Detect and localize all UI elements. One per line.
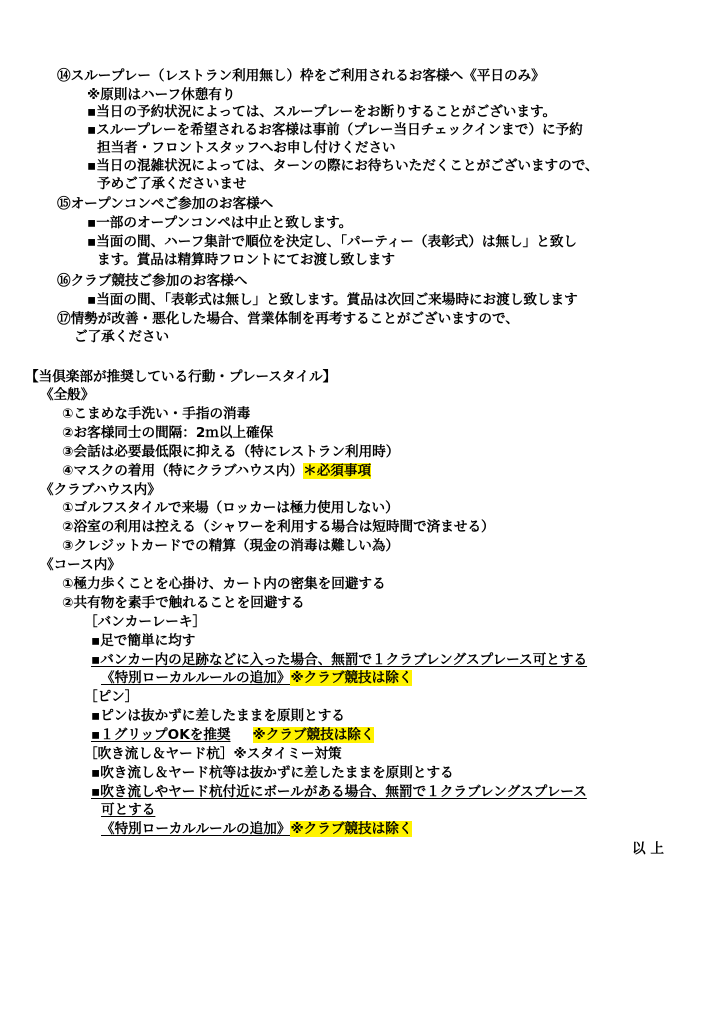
stake-bullet-2-cont: 可とする <box>101 802 156 818</box>
rec-heading: 【当倶楽部が推奨している行動・プレースタイル】 <box>25 369 337 385</box>
local-rule-text: 《特別ローカルルールの追加》 <box>101 821 291 837</box>
stake-rule-line <box>101 820 412 838</box>
s17-text-cont: ご了承ください <box>74 329 170 345</box>
pin-bullet-1: ▪ピンは抜かずに差したままを原則とする <box>91 708 345 724</box>
club-competition-exception: ※クラブ競技は除く <box>290 821 413 837</box>
general-title: 《全般》 <box>40 387 95 403</box>
s14-bullet-3-cont: 予めご了承くださいませ <box>97 176 247 192</box>
s15-bullet-1: ▪一部のオープンコンペは中止と致します。 <box>87 215 353 231</box>
s15-title: ⑮オープンコンペご参加のお客様へ <box>57 196 274 212</box>
pin-bullet-2 <box>91 726 374 744</box>
clubhouse-item-2: ②浴室の利用は控える（シャワーを利用する場合は短時間で済ませる） <box>62 519 495 535</box>
s14-note: ※原則はハーフ休憩有り <box>87 87 236 103</box>
course-title: 《コース内》 <box>40 557 121 573</box>
stake-title: ［吹き流し＆ヤード杭］※スタイミー対策 <box>84 746 342 762</box>
s17-text: ⑰情勢が改善・悪化した場合、営業体制を再考することがございますので、 <box>57 311 519 327</box>
stake-bullet-1: ▪吹き流し＆ヤード杭等は抜かずに差したままを原則とする <box>91 765 454 781</box>
clubhouse-title: 《クラブハウス内》 <box>40 482 161 498</box>
clubhouse-item-3: ③クレジットカードでの精算（現金の消毒は難しい為） <box>62 538 400 554</box>
s16-bullet-1: ▪当面の間、「表彰式は無し」と致します。賞品は次回ご来場時にお渡し致します <box>87 292 578 308</box>
s15-bullet-2-cont: ます。賞品は精算時フロントにてお渡し致します <box>97 252 395 268</box>
pin-bullet-2-text: ▪１グリップOKを推奨 <box>91 727 231 743</box>
bunker-bullet-1: ▪足で簡単に均す <box>91 633 196 649</box>
pin-title: ［ピン］ <box>84 689 139 705</box>
required-badge: ＊必須事項 <box>303 463 372 479</box>
clubhouse-item-1: ①ゴルフスタイルで来場（ロッカーは極力使用しない） <box>62 500 399 516</box>
s14-bullet-3: ▪当日の混雑状況によっては、ターンの際にお待ちいただくことがございますので、 <box>87 158 599 174</box>
local-rule-text: 《特別ローカルルールの追加》 <box>101 670 291 686</box>
course-item-2: ②共有物を素手で触れることを回避する <box>62 595 305 611</box>
s15-bullet-2: ▪当面の間、ハーフ集計で順位を決定し、「パーティー（表彰式）は無し」と致し <box>87 234 578 250</box>
general-item-4 <box>62 462 371 480</box>
bunker-title: ［バンカーレーキ］ <box>84 614 207 630</box>
general-item-3: ③会話は必要最低限に抑える（特にレストラン利用時） <box>62 444 400 460</box>
general-item-4-text: ④マスクの着用（特にクラブハウス内） <box>62 463 304 479</box>
club-competition-exception: ※クラブ競技は除く <box>252 727 375 743</box>
general-item-1: ①こまめな手洗い・手指の消毒 <box>62 406 251 422</box>
s14-title: ⑭スループレー（レストラン利用無し）枠をご利用されるお客様へ《平日のみ》 <box>57 68 545 84</box>
general-item-2: ②お客様同士の間隔：2ｍ以上確保 <box>62 425 274 441</box>
s14-bullet-2: ▪スループレーを希望されるお客様は事前（プレー当日チェックインまで）に予約 <box>87 122 583 138</box>
bunker-bullet-2: ▪バンカー内の足跡などに入った場合、無罰で１クラブレングスプレース可とする <box>91 652 588 668</box>
club-competition-exception: ※クラブ競技は除く <box>290 670 413 686</box>
stake-bullet-2: ▪吹き流しやヤード杭付近にボールがある場合、無罰で１クラブレングスプレース <box>91 784 587 800</box>
s14-bullet-2-cont: 担当者・フロントスタッフへお申し付けください <box>97 140 396 156</box>
s16-title: ⑯クラブ競技ご参加のお客様へ <box>57 273 248 289</box>
bunker-rule-line <box>101 669 412 687</box>
closing-text: 以 上 <box>632 841 664 857</box>
course-item-1: ①極力歩くことを心掛け、カート内の密集を回避する <box>62 576 386 592</box>
s14-bullet-1: ▪当日の予約状況によっては、スループレーをお断りすることがございます。 <box>87 104 557 120</box>
